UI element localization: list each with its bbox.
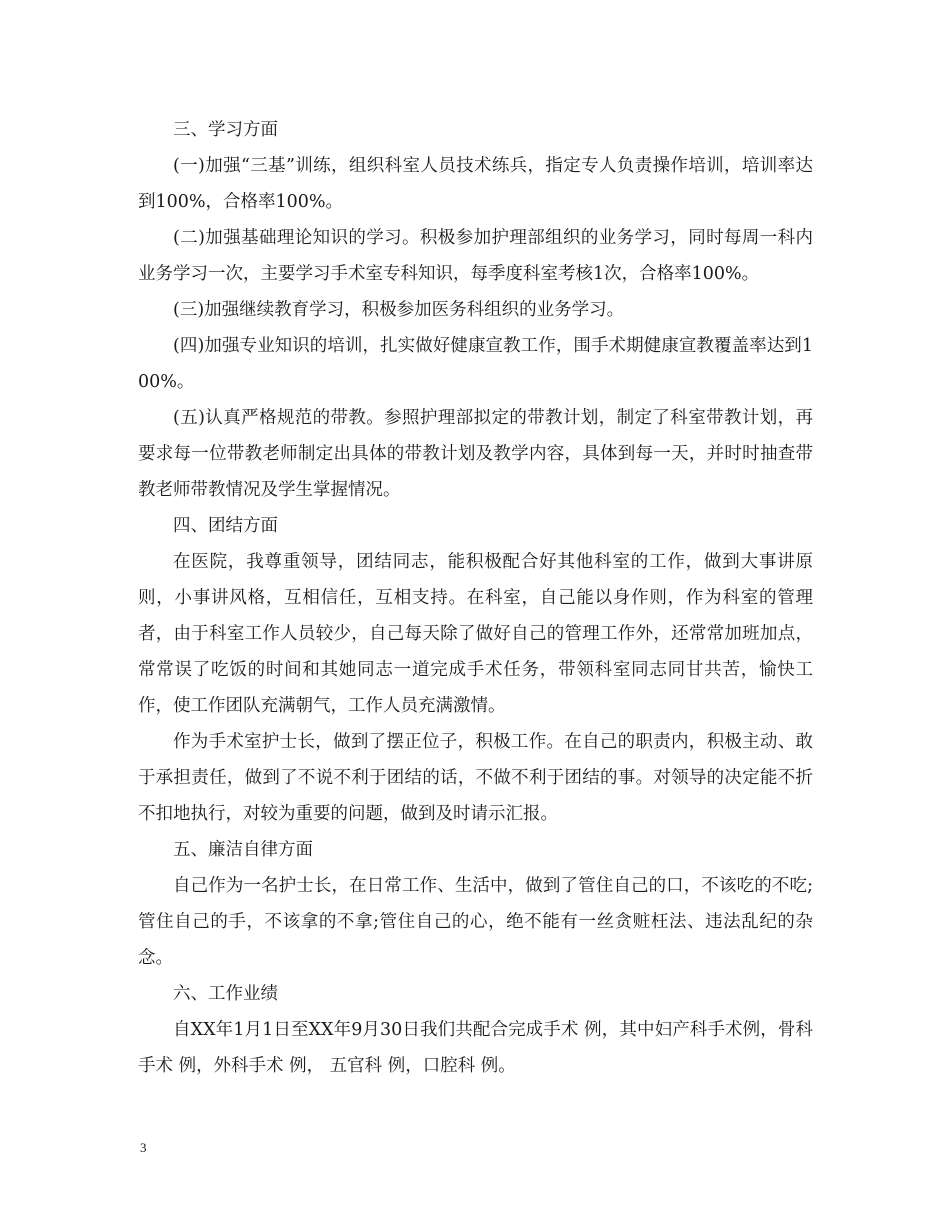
page-number: 3 (140, 1140, 147, 1155)
paragraph-study-3: (三)加强继续教育学习，积极参加医务科组织的业务学习。 (173, 300, 625, 320)
paragraph-study-4: (四)加强专业知识的培训，扎实做好健康宣教工作，围手术期健康宣教覆盖率达到100%。 (138, 336, 813, 392)
section-heading-unity: 四、团结方面 (173, 516, 278, 536)
paragraph-integrity-1: 自己作为一名护士长，在日常工作、生活中，做到了管住自己的口，不该吃的不吃;管住自己的手，不该拿的不拿;管住自己的心，绝不能有一丝贪赃枉法、违法乱纪的杂念。 (138, 876, 813, 968)
document-body (138, 112, 813, 1084)
section-heading-performance: 六、工作业绩 (173, 984, 278, 1004)
section-heading-study: 三、学习方面 (173, 120, 278, 140)
paragraph-unity-2: 作为手术室护士长，做到了摆正位子，积极工作。在自己的职责内，积极主动、敢于承担责任，做到了不说不利于团结的话，不做不利于团结的事。对领导的决定能不折不扣地执行，对较为重要的问题，做到及时请示汇报。 (138, 732, 813, 824)
paragraph-unity-1: 在医院，我尊重领导，团结同志，能积极配合好其他科室的工作，做到大事讲原则，小事讲风格，互相信任，互相支持。在科室，自己能以身作则，作为科室的管理者，由于科室工作人员较少，自己每天除了做好自己的管理工作外，还常常加班加点，常常误了吃饭的时间和其她同志一道完成手术任务，带领科室同志同甘共苦，愉快工作，使工作团队充满朝气，工作人员充满激情。 (138, 552, 813, 716)
section-heading-integrity: 五、廉洁自律方面 (173, 840, 313, 860)
paragraph-study-1: (一)加强“三基”训练，组织科室人员技术练兵，指定专人负责操作培训，培训率达到100%，合格率100%。 (138, 156, 813, 212)
paragraph-study-5: (五)认真严格规范的带教。参照护理部拟定的带教计划，制定了科室带教计划，再要求每一位带教老师制定出具体的带教计划及教学内容，具体到每一天，并时时抽查带教老师带教情况及学生掌握情况。 (138, 408, 813, 500)
paragraph-study-2: (二)加强基础理论知识的学习。积极参加护理部组织的业务学习，同时每周一科内业务学习一次，主要学习手术室专科知识，每季度科室考核1次，合格率100%。 (138, 228, 813, 284)
paragraph-performance-1: 自XX年1月1日至XX年9月30日我们共配合完成手术 例，其中妇产科手术例，骨科手术 例，外科手术 例， 五官科 例，口腔科 例。 (138, 1020, 813, 1076)
